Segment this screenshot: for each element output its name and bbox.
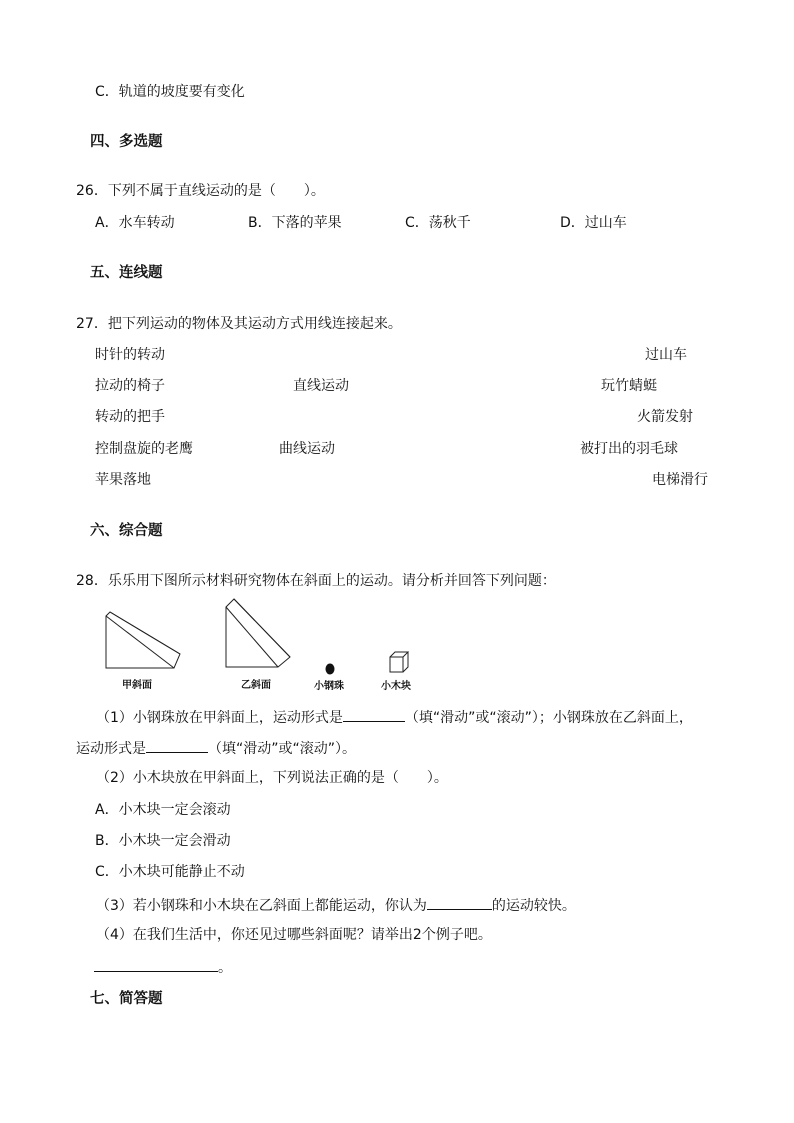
- q26-option-b: B．下落的苹果: [248, 215, 342, 231]
- q27-right-item: 被打出的羽毛球: [580, 441, 678, 457]
- q27-right-item: 电梯滑行: [652, 472, 708, 488]
- q26-option-d: D．过山车: [560, 215, 627, 231]
- answer-blank-1[interactable]: [343, 707, 405, 722]
- steel-ball-figure: [324, 662, 336, 676]
- q28-part2-option-c: C．小木块可能静止不动: [95, 864, 245, 880]
- section4-title: 四、多选题: [90, 134, 163, 150]
- slope-yi-figure: [224, 597, 294, 669]
- wood-block-figure: [388, 651, 410, 675]
- q27-stem: 27．把下列运动的物体及其运动方式用线连接起来。: [76, 316, 402, 332]
- q27-left-item: 拉动的椅子: [95, 378, 165, 394]
- q28-stem: 28．乐乐用下图所示材料研究物体在斜面上的运动。请分析并回答下列问题：: [76, 573, 556, 589]
- q27-middle-item: 直线运动: [293, 378, 349, 394]
- q28-part1-text-c: 运动形式是: [76, 741, 146, 757]
- slope-jia-figure: [104, 610, 184, 670]
- q27-left-item: 时针的转动: [95, 347, 165, 363]
- q28-part1-text-b: （填“滑动”或“滚动”）；小钢珠放在乙斜面上，: [404, 710, 693, 726]
- section6-title: 六、综合题: [90, 523, 163, 539]
- steel-ball-label: 小钢珠: [314, 681, 344, 692]
- q28-part1-line2: [76, 738, 356, 758]
- q26-option-a: A．水车转动: [95, 215, 175, 231]
- q28-part3-text-b: 的运动较快。: [491, 898, 576, 914]
- q27-middle-item: 曲线运动: [279, 441, 335, 457]
- q28-part3-text-a: （3）若小钢珠和小木块在乙斜面上都能运动，你认为: [96, 898, 427, 914]
- q28-part2-option-b: B．小木块一定会滑动: [95, 833, 231, 849]
- q28-part2-option-a: A．小木块一定会滚动: [95, 802, 231, 818]
- section7-title: 七、简答题: [90, 991, 163, 1007]
- q26-stem: 26．下列不属于直线运动的是（ ）。: [76, 183, 325, 199]
- section5-title: 五、连线题: [90, 265, 163, 281]
- q27-left-item: 转动的把手: [95, 409, 165, 425]
- q27-right-item: 火箭发射: [637, 409, 693, 425]
- wood-block-label: 小木块: [381, 681, 411, 692]
- q27-right-item: 过山车: [645, 347, 687, 363]
- q27-right-item: 玩竹蜻蜓: [601, 378, 657, 394]
- q28-part4-end: 。: [218, 960, 232, 976]
- q26-option-c: C．荡秋千: [405, 215, 471, 231]
- slope-yi-label: 乙斜面: [241, 680, 271, 691]
- answer-blank-3[interactable]: [427, 895, 492, 910]
- q28-part4-answer-line: [94, 957, 232, 977]
- q28-part2-stem: （2）小木块放在甲斜面上，下列说法正确的是（ ）。: [96, 770, 448, 786]
- q28-part1-text-d: （填“滑动”或“滚动”）。: [208, 741, 357, 757]
- answer-blank-4[interactable]: [94, 957, 218, 972]
- q25-option-c: C．轨道的坡度要有变化: [95, 84, 245, 100]
- q27-left-item: 苹果落地: [95, 472, 151, 488]
- q28-part1-text-a: （1）小钢珠放在甲斜面上，运动形式是: [96, 710, 343, 726]
- q28-part3: [96, 895, 576, 915]
- q28-part1-line1: [96, 707, 693, 727]
- answer-blank-2[interactable]: [146, 738, 208, 753]
- q27-left-item: 控制盘旋的老鹰: [95, 441, 193, 457]
- q28-part4-stem: （4）在我们生活中，你还见过哪些斜面呢？请举出2个例子吧。: [96, 927, 492, 943]
- slope-jia-label: 甲斜面: [122, 680, 152, 691]
